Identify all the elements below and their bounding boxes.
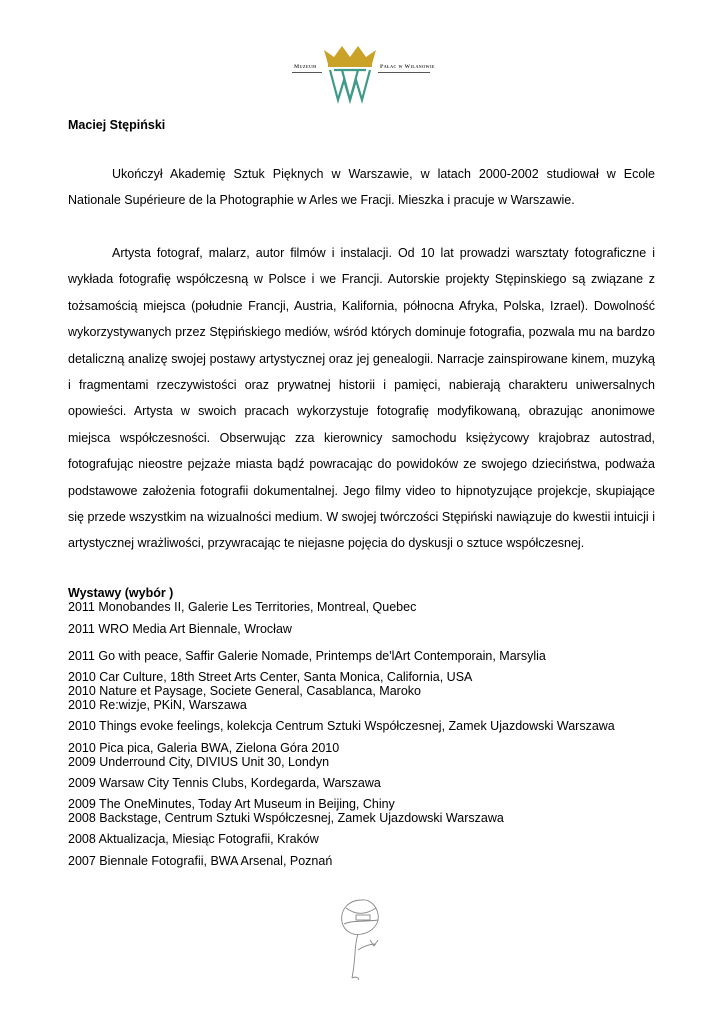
- biography-paragraph-1: [68, 161, 655, 214]
- artist-name: Maciej Stępiński: [68, 118, 166, 132]
- logo-rule-left: [292, 72, 322, 73]
- exhibition-item: 2010 Car Culture, 18th Street Arts Center, Santa Monica, California, USA: [68, 670, 473, 684]
- exhibition-item: 2008 Backstage, Centrum Sztuki Współczesnej, Zamek Ujazdowski Warszawa: [68, 811, 504, 825]
- exhibition-item: 2009 Warsaw City Tennis Clubs, Kordegarda, Warszawa: [68, 776, 381, 790]
- museum-logo: [290, 44, 435, 104]
- logo-text-left: Muzeum: [294, 64, 317, 70]
- paragraph-1-text: Ukończył Akademię Sztuk Pięknych w Warszawie, w latach 2000-2002 studiował w Ecole Nationale Supérieure de la Photographie w Arles we Fracji. Mieszka i pracuje w Warszawie.: [68, 167, 655, 208]
- exhibition-item: 2011 WRO Media Art Biennale, Wrocław: [68, 622, 292, 636]
- biography-paragraph-2: [68, 240, 655, 557]
- exhibition-item: 2008 Aktualizacja, Miesiąc Fotografii, Kraków: [68, 832, 319, 846]
- exhibitions-heading: Wystawy (wybór ): [68, 586, 174, 600]
- exhibition-item: 2007 Biennale Fotografii, BWA Arsenal, Poznań: [68, 854, 333, 868]
- exhibition-item: 2010 Nature et Paysage, Societe General, Casablanca, Maroko: [68, 684, 421, 698]
- crown-monogram-icon: [320, 44, 380, 104]
- logo-text-right: Pałac w Wilanowie: [380, 64, 435, 70]
- exhibition-item: 2009 Underround City, DIVIUS Unit 30, Londyn: [68, 755, 330, 769]
- exhibition-item: 2010 Re:wizje, PKiN, Warszawa: [68, 698, 247, 712]
- footer-logo: [334, 894, 394, 984]
- exhibition-item: 2010 Things evoke feelings, kolekcja Centrum Sztuki Współczesnej, Zamek Ujazdowski Warszawa: [68, 719, 615, 733]
- exhibition-item: 2011 Go with peace, Saffir Galerie Nomade, Printemps de'lArt Contemporain, Marsylia: [68, 649, 546, 663]
- logo-rule-right: [378, 72, 430, 73]
- sketch-logo-icon: [334, 894, 394, 984]
- exhibition-item: 2010 Pica pica, Galeria BWA, Zielona Góra 2010: [68, 741, 340, 755]
- exhibition-item: 2009 The OneMinutes, Today Art Museum in Beijing, Chiny: [68, 797, 395, 811]
- exhibition-item: 2011 Monobandes II, Galerie Les Territories, Montreal, Quebec: [68, 600, 417, 614]
- paragraph-2-text: Artysta fotograf, malarz, autor filmów i instalacji. Od 10 lat prowadzi warsztaty fotograficzne i wykłada fotografię współczesną w Polsce i we Francji. Autorskie projekty Stępinskiego są związane z tożsamością miejsca (południe Francji, Austria, Kalifornia, północna Afryka, Polska, Izrael). Dowolność wykorzystywanych przez Stępińskiego mediów, wśród których dominuje fotografia, pozwala mu na bardzo detaliczną analizę swojej postawy artystycznej oraz jej genealogii. Narracje zainspirowane kinem, muzyką i fragmentami rzeczywistości oraz prywatnej historii i pamięci, nabierają charakteru uniwersalnych opowieści. Artysta w swoich pracach wykorzystuje fotografię modyfikowaną, obrazując anonimowe miejsca współczesności. Obserwując zza kierownicy samochodu księżycowy krajobraz autostrad, fotografując nieostre pejzaże miasta bądź powracając do powidoków ze swojego dzieciństwa, podważa podstawowe założenia fotografii dokumentalnej. Jego filmy video to hipnotyzujące projekcje, skupiające się przede wszystkim na wizualności medium. W swojej twórczości Stępiński nawiązuje do kwestii intuicji i artystycznej wrażliwości, przywracając te niejasne pojęcia do dyskusji o sztuce współczesnej.: [68, 246, 655, 551]
